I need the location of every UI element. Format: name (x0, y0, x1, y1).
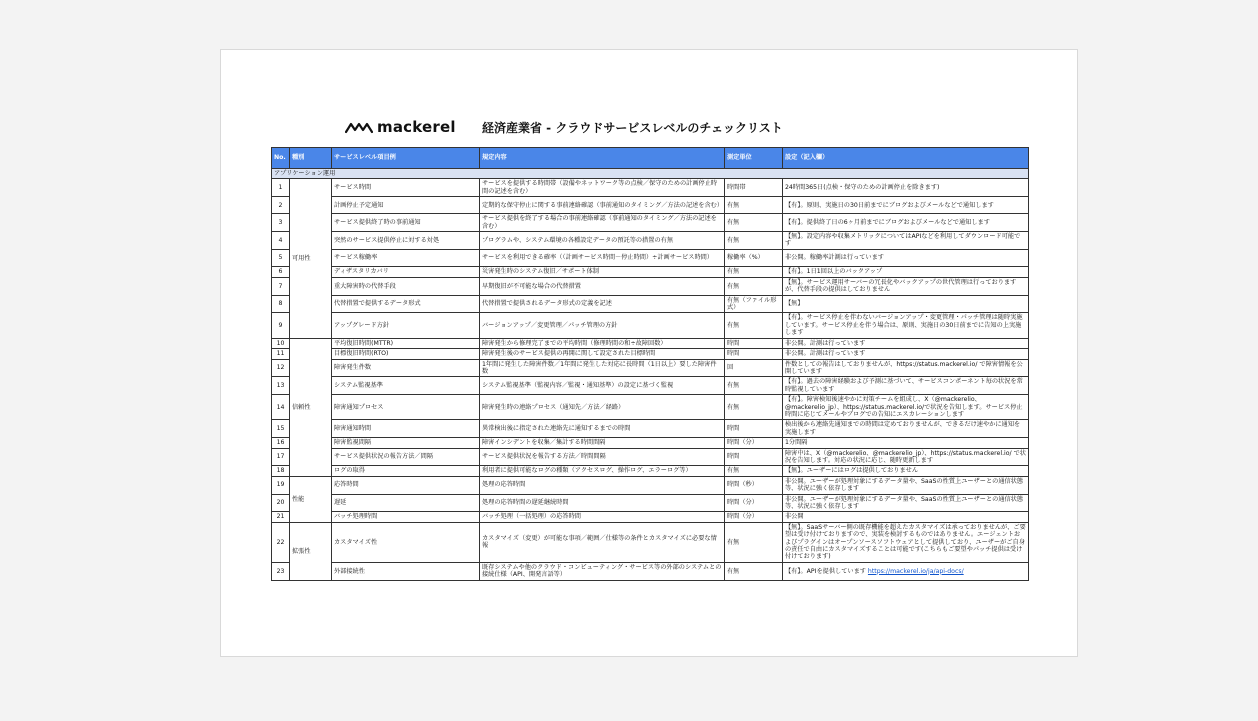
api-docs-link[interactable]: https://mackerel.io/ja/api-docs/ (867, 567, 964, 575)
setting-cell (783, 512, 1029, 522)
setting-cell (783, 562, 1029, 580)
setting-text: 【有】。APIを提供しています (785, 567, 866, 575)
table-row (272, 232, 1029, 250)
measurement-unit: 時間（秒） (725, 476, 783, 494)
row-number: 5 (272, 249, 290, 266)
row-number: 9 (272, 313, 290, 338)
setting-cell (783, 179, 1029, 197)
setting-cell (783, 295, 1029, 313)
setting-text: 件数としての報告はしておりませんが、https://status.mackerel.io/ で障害情報を公開しています (785, 360, 1023, 375)
section-label: アプリケーション運用 (272, 169, 1029, 179)
category-cell: 信頼性 (290, 338, 332, 476)
item-description: 既存システムや他のクラウド・コンピューティング・サービス等の外部のシステムとの接続仕様（API、開発言語等） (480, 562, 725, 580)
row-number: 13 (272, 377, 290, 395)
logo-text: mackerel (377, 118, 456, 136)
setting-text: 障害中は、X（@mackerelio、@mackerelio_jp）、https://status.mackerel.io/ で状況を告知します。対応の状況に応じ、随時更新します (785, 449, 1026, 464)
item-description: サービス提供状況を報告する方法／時間間隔 (480, 448, 725, 466)
item-description: システム監視基準（監視内容／監視・通知基準）の設定に基づく監視 (480, 377, 725, 395)
measurement-unit: 時間 (725, 349, 783, 359)
table-row (272, 266, 1029, 277)
item-description: 障害発生後のサービス提供の再開に関して設定された目標時間 (480, 349, 725, 359)
category-cell: 性能 (290, 476, 332, 522)
setting-cell (783, 494, 1029, 512)
service-level-item: 障害通知時間 (332, 420, 480, 438)
row-number: 1 (272, 179, 290, 197)
table-row (272, 438, 1029, 448)
service-level-item: 遅延 (332, 494, 480, 512)
setting-cell (783, 277, 1029, 295)
measurement-unit: 有無 (725, 466, 783, 476)
document-page (220, 49, 1078, 657)
measurement-unit: 時間 (725, 338, 783, 348)
service-level-item: 障害通知プロセス (332, 395, 480, 420)
item-description: 災害発生時のシステム復旧／サポート体制 (480, 266, 725, 277)
table-row (272, 359, 1029, 377)
setting-text: 1分間隔 (785, 439, 808, 447)
measurement-unit: 有無（ファイル形式） (725, 295, 783, 313)
service-level-item: 応答時間 (332, 476, 480, 494)
item-description: 早期復旧が不可能な場合の代替措置 (480, 277, 725, 295)
row-number: 2 (272, 197, 290, 214)
measurement-unit: 有無 (725, 214, 783, 232)
row-number: 8 (272, 295, 290, 313)
category-cell: 拡張性 (290, 522, 332, 580)
service-level-item: 突然のサービス提供停止に対する対処 (332, 232, 480, 250)
measurement-unit: 有無 (725, 377, 783, 395)
table-row (272, 476, 1029, 494)
item-description: 代替措置で提供されるデータ形式の定義を記述 (480, 295, 725, 313)
setting-text: 【無】 (785, 300, 804, 308)
row-number: 20 (272, 494, 290, 512)
service-level-item: サービス提供状況の報告方法／間隔 (332, 448, 480, 466)
row-number: 16 (272, 438, 290, 448)
table-row (272, 313, 1029, 338)
item-description: 障害発生から修理完了までの平均時間（修理時間の和÷故障回数） (480, 338, 725, 348)
service-level-item: カスタマイズ性 (332, 522, 480, 562)
service-level-item: 重大障害時の代替手段 (332, 277, 480, 295)
service-level-item: 平均復旧時間(MTTR) (332, 338, 480, 348)
measurement-unit: 有無 (725, 266, 783, 277)
column-header-description: 規定内容 (480, 148, 725, 169)
setting-text: 非公開。ユーザーが処理対象にするデータ量や、SaaSの性質上ユーザーとの通信状態等、状況に強く依存します (785, 495, 1024, 510)
setting-cell (783, 349, 1029, 359)
measurement-unit: 有無 (725, 395, 783, 420)
item-description: プログラムや、システム環境の各種設定データの預託等の措置の有無 (480, 232, 725, 250)
measurement-unit: 時間（分） (725, 494, 783, 512)
service-level-item: 目標復旧時間(RTO) (332, 349, 480, 359)
item-description: サービスを提供する時間帯（設備やネットワーク等の点検／保守のための計画停止時間の記述を含む） (480, 179, 725, 197)
setting-cell (783, 313, 1029, 338)
table-row (272, 214, 1029, 232)
measurement-unit: 時間 (725, 420, 783, 438)
item-description: サービス提供を終了する場合の事前連絡確認（事前通知のタイミング／方法の記述を含む） (480, 214, 725, 232)
table-row (272, 377, 1029, 395)
setting-cell (783, 448, 1029, 466)
setting-text: 【無】。サービス運用サーバーの冗長化やバックアップの世代管理は行っておりますが、代替手段の提供はしておりません (785, 278, 1017, 294)
setting-cell (783, 359, 1029, 377)
mackerel-logo (345, 118, 456, 136)
service-level-item: ログの取得 (332, 466, 480, 476)
table-row (272, 512, 1029, 522)
service-level-item: バッチ処理時間 (332, 512, 480, 522)
item-description: バッチ処理（一括処理）の応答時間 (480, 512, 725, 522)
table-row (272, 522, 1029, 562)
setting-cell (783, 197, 1029, 214)
table-row (272, 295, 1029, 313)
service-level-item: システム監視基準 (332, 377, 480, 395)
document-title: 経済産業省 - クラウドサービスレベルのチェックリスト (482, 121, 783, 135)
column-header-no: No. (272, 148, 290, 169)
table-row (272, 466, 1029, 476)
setting-text: 【有】。提供終了日の6ヶ月前までにブログおよびメールなどで通知します (785, 218, 990, 226)
setting-text: 24時間365日(点検・保守のための計画停止を除きます) (785, 184, 940, 192)
measurement-unit: 時間（分） (725, 438, 783, 448)
setting-text: 【有】。サービス停止を伴わないバージョンアップ・変更管理・パッチ管理は随時実施しています。サービス停止を伴う場合は、原則、実施日の30日前までに告知の上実施します (785, 314, 1023, 337)
service-level-item: 障害発生件数 (332, 359, 480, 377)
setting-text: 非公開 (785, 513, 804, 521)
setting-text: 非公開。計測は行っています (785, 350, 866, 358)
setting-cell (783, 438, 1029, 448)
item-description: 異常検出後に指定された連絡先に通知するまでの時間 (480, 420, 725, 438)
setting-cell (783, 377, 1029, 395)
item-description: 障害インシデントを収集／集計する時間間隔 (480, 438, 725, 448)
row-number: 6 (272, 266, 290, 277)
service-level-item: 障害監視間隔 (332, 438, 480, 448)
setting-text: 【有】。過去の障害経験および予測に基づいて、サービスコンポーネント毎の状況を常時監視しています (785, 378, 1023, 393)
row-number: 21 (272, 512, 290, 522)
row-number: 4 (272, 232, 290, 250)
setting-cell (783, 466, 1029, 476)
table-row (272, 179, 1029, 197)
setting-cell (783, 395, 1029, 420)
setting-text: 検出後から連絡先通知までの時間は定めておりませんが、できるだけ速やかに通知を実施します (785, 421, 1021, 436)
mackerel-logo-icon (345, 120, 373, 134)
row-number: 22 (272, 522, 290, 562)
measurement-unit: 回 (725, 359, 783, 377)
setting-cell (783, 249, 1029, 266)
row-number: 19 (272, 476, 290, 494)
setting-text: 【無】。設定内容や収集メトリックについてはAPIなどを利用してダウンロード可能です (785, 233, 1021, 248)
row-number: 18 (272, 466, 290, 476)
service-level-item: サービス時間 (332, 179, 480, 197)
service-level-item: 外部接続性 (332, 562, 480, 580)
measurement-unit: 時間（分） (725, 512, 783, 522)
table-row (272, 448, 1029, 466)
table-header-row (272, 148, 1029, 169)
table-row (272, 562, 1029, 580)
table-row (272, 277, 1029, 295)
measurement-unit: 有無 (725, 197, 783, 214)
table-row (272, 420, 1029, 438)
table-row (272, 349, 1029, 359)
row-number: 7 (272, 277, 290, 295)
service-level-item: 計画停止予定通知 (332, 197, 480, 214)
item-description: カスタマイズ（変更）が可能な事項／範囲／仕様等の条件とカスタマイズに必要な情報 (480, 522, 725, 562)
column-header-setting: 設定（記入欄） (783, 148, 1029, 169)
column-header-unit: 測定単位 (725, 148, 783, 169)
checklist-table (271, 147, 1029, 581)
row-number: 23 (272, 562, 290, 580)
row-number: 17 (272, 448, 290, 466)
item-description: 1年間に発生した障害件数／1年間に発生した対応に長時間（1日以上）要した障害件数 (480, 359, 725, 377)
setting-text: 【有】。原則、実施日の30日前までにブログおよびメールなどで通知します (785, 201, 994, 209)
setting-cell (783, 214, 1029, 232)
measurement-unit: 有無 (725, 277, 783, 295)
column-header-item: サービスレベル項目例 (332, 148, 480, 169)
item-description: 処理の応答時間 (480, 476, 725, 494)
row-number: 12 (272, 359, 290, 377)
item-description: 利用者に提供可能なログの種類（アクセスログ、操作ログ、エラーログ等） (480, 466, 725, 476)
setting-cell (783, 476, 1029, 494)
item-description: 障害発生時の連絡プロセス（通知先／方法／経路） (480, 395, 725, 420)
table-row (272, 338, 1029, 348)
setting-cell (783, 232, 1029, 250)
measurement-unit: 有無 (725, 562, 783, 580)
measurement-unit: 稼働率（%） (725, 249, 783, 266)
table-row (272, 249, 1029, 266)
setting-cell (783, 266, 1029, 277)
table-row (272, 494, 1029, 512)
measurement-unit: 有無 (725, 522, 783, 562)
row-number: 11 (272, 349, 290, 359)
setting-text: 【有】。1日1回以上のバックアップ (785, 268, 883, 276)
row-number: 14 (272, 395, 290, 420)
row-number: 15 (272, 420, 290, 438)
item-description: サービスを利用できる確率（（計画サービス時間－停止時間）÷計画サービス時間） (480, 249, 725, 266)
setting-text: 【無】。SaaSサーバー側の既存機能を超えたカスタマイズは承っておりませんが、ご要望は受け付けておりますので、実装を検討するものではありません。エージェントおよびプラグインはオープンソースソフトウェアとして提供しており、ユーザーがご自身の責任で自由にカスタマイズすることは可能です(こちらもご要望やパッチ提供は受け付けております) (785, 523, 1026, 561)
setting-cell (783, 420, 1029, 438)
table-row (272, 197, 1029, 214)
column-header-category: 種別 (290, 148, 332, 169)
setting-text: 【有】。障害検知後速やかに対策チームを組成し、X（@mackerelio、@mackerelio_jp）、https://status.mackerel.io/で状況を告知します。サービス停止時間に応じてメールやブログでの告知にエスカレーションします (785, 396, 1023, 418)
setting-cell (783, 338, 1029, 348)
service-level-item: ディザスタリカバリ (332, 266, 480, 277)
category-cell: 可用性 (290, 179, 332, 338)
setting-text: 非公開。計測は行っています (785, 339, 866, 347)
item-description: バージョンアップ／変更管理／パッチ管理の方針 (480, 313, 725, 338)
setting-text: 非公開。稼働率計測は行っています (785, 254, 884, 262)
service-level-item: アップグレード方針 (332, 313, 480, 338)
table-row (272, 395, 1029, 420)
item-description: 定期的な保守停止に関する事前連絡確認（事前通知のタイミング／方法の記述を含む） (480, 197, 725, 214)
row-number: 10 (272, 338, 290, 348)
row-number: 3 (272, 214, 290, 232)
measurement-unit: 時間 (725, 448, 783, 466)
service-level-item: 代替措置で提供するデータ形式 (332, 295, 480, 313)
service-level-item: サービス稼働率 (332, 249, 480, 266)
setting-cell (783, 522, 1029, 562)
setting-text: 【無】。ユーザーにはログは提供しておりません (785, 467, 919, 475)
measurement-unit: 有無 (725, 232, 783, 250)
service-level-item: サービス提供終了時の事前通知 (332, 214, 480, 232)
section-row (272, 169, 1029, 179)
measurement-unit: 有無 (725, 313, 783, 338)
measurement-unit: 時間帯 (725, 179, 783, 197)
item-description: 処理の応答時間の遅延継続時間 (480, 494, 725, 512)
setting-text: 非公開。ユーザーが処理対象にするデータ量や、SaaSの性質上ユーザーとの通信状態等、状況に強く依存します (785, 477, 1024, 493)
